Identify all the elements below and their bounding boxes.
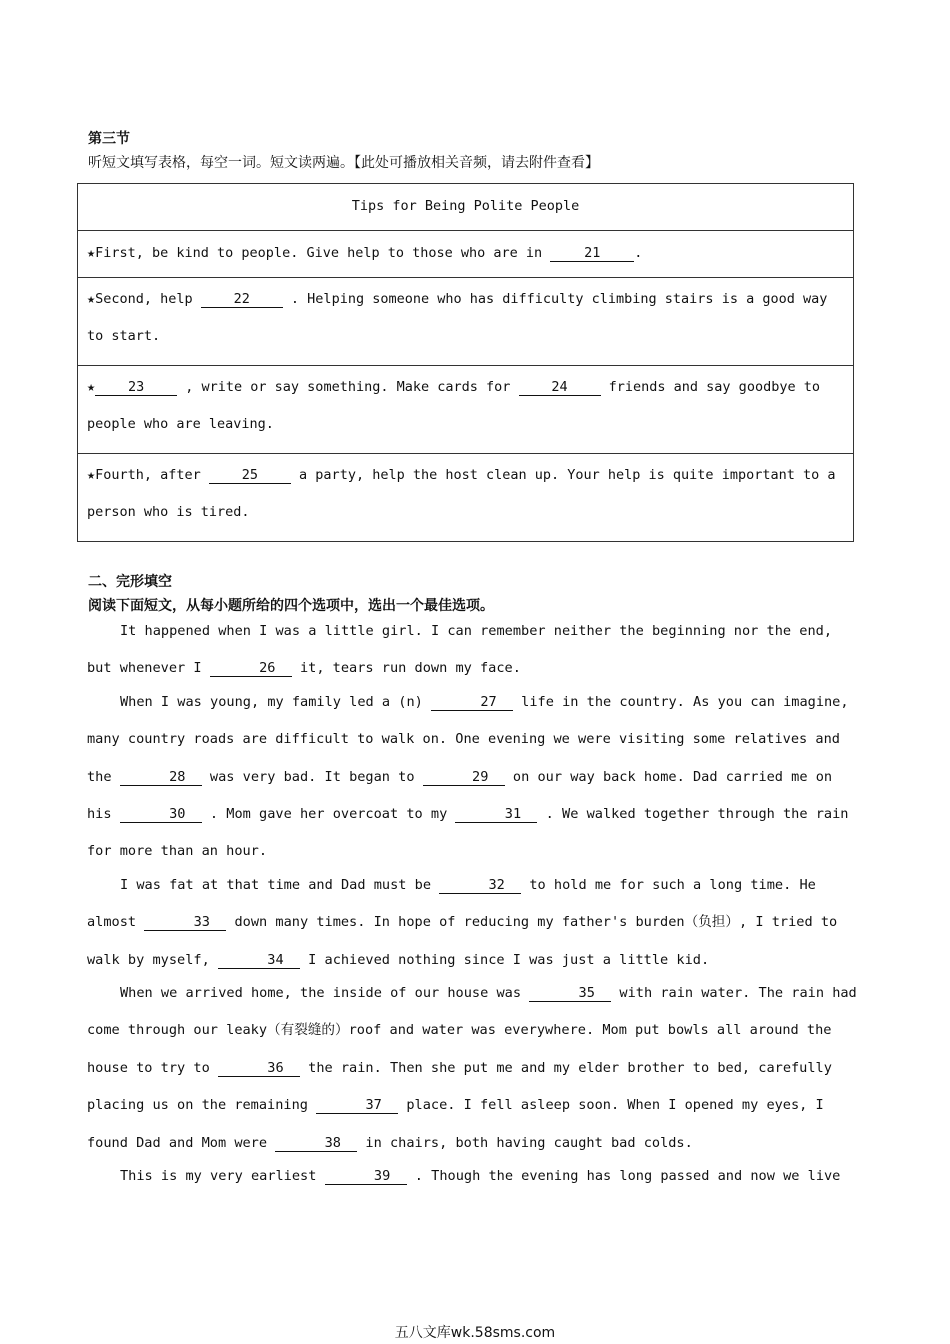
passage-text: . We walked together through the rain for more than an hour. (87, 806, 849, 860)
passage-text: I was fat at that time and Dad must be (120, 876, 440, 893)
tip-text: friends and say goodbye to people who are leaving. (87, 379, 820, 432)
paragraph-3 (87, 867, 862, 979)
blank-32[interactable]: 32 (439, 877, 521, 894)
blank-35[interactable]: 35 (529, 985, 611, 1002)
passage-text: I achieved nothing since I was just a little kid. (299, 951, 710, 968)
paragraph-4 (87, 975, 862, 1162)
paragraph-5 (87, 1158, 862, 1195)
tip-text: , write or say something. Make cards for (177, 379, 519, 395)
tip-text: ★First, be kind to people. Give help to those who are in (87, 245, 551, 261)
blank-24[interactable]: 24 (519, 379, 601, 396)
tip-first (78, 231, 854, 278)
section2-heading: 二、完形填空 (88, 574, 172, 590)
tip-third (78, 366, 854, 454)
tip-text: ★Fourth, after (87, 467, 209, 483)
passage-text: When we arrived home, the inside of our house was (120, 985, 530, 1002)
tip-text: ★ (87, 379, 96, 395)
passage-text: on our way back home. Dad carried me on his (87, 768, 833, 823)
passage-text: When I was young, my family led a (n) (120, 693, 431, 710)
blank-33[interactable]: 33 (144, 914, 226, 931)
passage-text: . Mom gave her overcoat to my (201, 806, 456, 823)
blank-23[interactable]: 23 (95, 379, 177, 396)
blank-21[interactable]: 21 (550, 245, 634, 262)
blank-31[interactable]: 31 (455, 806, 537, 823)
passage-text: in chairs, both having caught bad colds. (357, 1134, 693, 1151)
section3-instruction: 听短文填写表格，每空一词。短文读两遍。【此处可播放相关音频，请去附件查看】 (88, 155, 599, 171)
blank-36[interactable]: 36 (218, 1060, 300, 1077)
passage-text: with rain water. The rain had come through our leaky（有裂缝的）roof and water was everywhere. Mom put bowls all around the house to try to (87, 985, 857, 1076)
tip-text: . Helping someone who has difficulty climbing stairs is a good way to start. (87, 291, 828, 344)
blank-26[interactable]: 26 (210, 660, 292, 677)
passage-text: to hold me for such a long time. He almost (87, 876, 816, 931)
passage-text: place. I fell asleep soon. When I opened my eyes, I found Dad and Mom were (87, 1097, 824, 1151)
tip-second (78, 278, 854, 366)
passage-text: It happened when I was a little girl. I can remember neither the beginning nor the end, but whenever I (87, 623, 833, 677)
table-row (78, 231, 854, 278)
passage-text: was very bad. It began to (201, 768, 423, 785)
blank-30[interactable]: 30 (120, 806, 202, 823)
section3-heading: 第三节 (88, 131, 130, 147)
passage-text: This is my very earliest (120, 1168, 325, 1185)
footer-watermark: 五八文库wk.58sms.com (394, 1325, 556, 1341)
tip-fourth (78, 454, 854, 542)
blank-29[interactable]: 29 (423, 769, 505, 786)
table-title: Tips for Being Polite People (78, 184, 854, 231)
blank-39[interactable]: 39 (325, 1168, 407, 1185)
passage-text: life in the country. As you can imagine, many country roads are difficult to walk on. One evening we were visiting some relatives and the (87, 693, 849, 785)
cloze-passage (87, 613, 862, 1192)
blank-34[interactable]: 34 (218, 952, 300, 969)
blank-28[interactable]: 28 (120, 769, 202, 786)
passage-text: the rain. Then she put me and my elder brother to bed, carefully placing us on the remaining (87, 1059, 832, 1114)
blank-25[interactable]: 25 (209, 467, 291, 484)
tip-text: . (634, 245, 643, 261)
tips-table (77, 183, 854, 542)
tip-text: ★Second, help (87, 291, 201, 307)
passage-text: down many times. In hope of reducing my father's burden（负担）, I tried to walk by myself, (87, 914, 838, 968)
blank-22[interactable]: 22 (201, 291, 283, 308)
passage-text: . Though the evening has long passed and now we live (406, 1168, 841, 1185)
section2-instruction: 阅读下面短文，从每小题所给的四个选项中，选出一个最佳选项。 (88, 598, 494, 614)
paragraph-1 (87, 613, 862, 688)
paragraph-2 (87, 684, 862, 871)
table-row (78, 366, 854, 454)
tip-text: a party, help the host clean up. Your help is quite important to a person who is tired. (87, 467, 836, 520)
table-row (78, 278, 854, 366)
passage-text: it, tears run down my face. (291, 660, 521, 677)
table-row (78, 184, 854, 231)
blank-37[interactable]: 37 (316, 1097, 398, 1114)
blank-27[interactable]: 27 (431, 694, 513, 711)
table-row (78, 454, 854, 542)
blank-38[interactable]: 38 (275, 1135, 357, 1152)
